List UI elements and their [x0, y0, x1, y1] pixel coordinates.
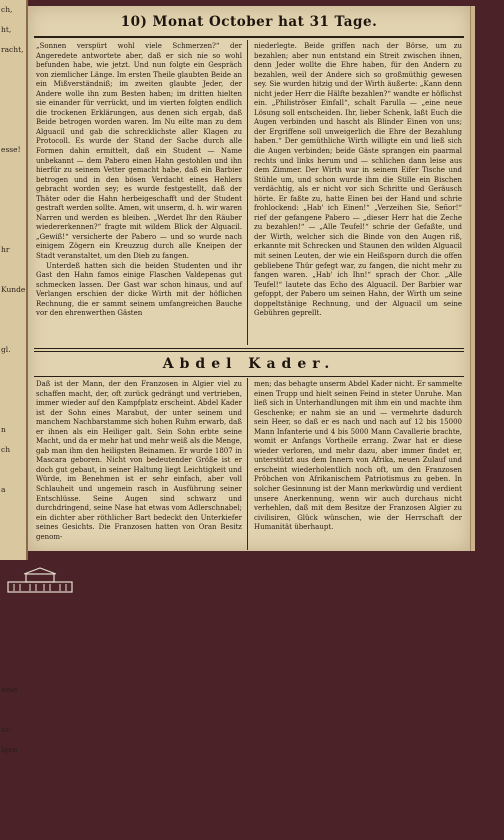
section-rule-top	[34, 348, 464, 349]
spine-fragment	[0, 520, 26, 540]
spine-fragment: racht,	[1, 45, 24, 54]
spine-fragment	[0, 600, 26, 620]
spine-fragment: hr	[1, 245, 10, 254]
spine-fragment	[0, 160, 26, 180]
spine-fragment: lgen	[1, 745, 18, 754]
spine-fragment	[0, 80, 26, 100]
spine-fragment: gl.	[1, 345, 11, 354]
spine-fragment	[0, 760, 26, 780]
spine-fragment	[0, 380, 26, 400]
spine-fragment	[0, 180, 26, 200]
spine-fragment	[0, 540, 26, 560]
book-page	[28, 6, 470, 551]
column-1-text-b: Unterdeß hatten sich die beiden Studenten und ihr Gast den Hahn famos einige Flaschen Valdepenas gut schmecken lassen. Der Gast war schon hinaus, und auf Verlangen erschien der dicke Wirth mit der höflichen Rechnung, die er sammt seinem umfangreichen Bauche vor den ehrenwerthen Gästen	[36, 261, 242, 318]
column-4-text: men; das behagte unserm Abdel Kader nicht. Er sammelte einen Trupp und hielt seinen Feind in steter Unruhe. Man ließ sich in Unterhandlungen mit ihm ein und machte ihm Geschenke; er nahm sie an und — vermehrte dadurch sein Heer, so daß er es nach und nach auf 12 bis 15000 Mann Infanterie und 4 bis 5000 Mann Cavallerie brachte, womit er Anfangs Vortheile errang. Zwar hat er diese wieder verloren, und mehr dazu, aber immer findet er, unterstützt aus dem Innern von Afrika, neuen Zulauf und erscheint wiederholentlich noch oft, um den Franzosen Pröbchen von Afrikanischem Patriotismus zu geben. In solcher Gesinnung ist der Mann merkwürdig und verdient unsere Anerkennung, wenn wir auch durchaus nicht verhehlen, daß mit dem Besitze der Franzosen Algier zu civilisiren, Glück wünschen, wie der Herrschaft der Humanität überhaupt.	[254, 380, 462, 532]
spine-fragment	[0, 200, 26, 220]
spine-fragment	[0, 460, 26, 480]
spine-fragment	[0, 700, 26, 720]
spine-fragment	[0, 780, 26, 800]
spine-fragment	[0, 320, 26, 340]
spine-fragment	[0, 820, 26, 840]
header-rule	[34, 36, 464, 38]
column-divider	[247, 40, 248, 345]
spine-fragment: ht,	[1, 25, 12, 34]
spine-fragment	[0, 220, 26, 240]
column-3	[36, 380, 242, 542]
spine-fragment: erse	[1, 685, 18, 694]
spine-fragment	[0, 800, 26, 820]
book-spine-left-page	[0, 0, 28, 754]
spine-fragment	[0, 400, 26, 420]
spine-fragment	[0, 360, 26, 380]
spine-fragment: esse!	[1, 145, 21, 154]
spine-fragment	[0, 300, 26, 320]
column-3-text: Daß ist der Mann, der den Franzosen in Algier viel zu schaffen macht, der, oft zurück gedrängt und vertrieben, immer wieder auf den Kampfplatz erscheint. Abdel Kader ist der Sohn eines Marabut, der unter seinem und manchem Nachbarstamme sich hohen Ruhm erwarb, daß er ihnen als ein Heiliger galt. Sein Sohn erbte seine Macht, und da er mehr hat und mehr weiß als die Menge, gab man ihm den heiligsten Beinamen. Er wurde 1807 in Mascara geboren. Nicht von bedeutender Größe ist er doch gut gebaut, in seiner Haltung liegt Leichtigkeit und Würde, im Benehmen ist er sehr einfach, aber voll Schlauheit und ungemein rasch in Ausführung seiner Entschlüsse. Seine Augen sind schwarz und durchdringend, seine Nase hat etwas vom Adlerschnabel; ein dichter aber röthlicher Bart bedeckt den Unterkiefer seines Gesichts. Die Franzosen hatten von Oran Besitz genom-	[36, 380, 242, 541]
spine-fragment: ch,	[1, 5, 13, 14]
spine-fragment-list	[0, 0, 26, 840]
footer-bar	[0, 562, 504, 598]
column-1	[36, 42, 242, 319]
spine-fragment	[0, 640, 26, 660]
column-4	[254, 380, 462, 533]
spine-fragment: ur	[1, 725, 10, 734]
spine-fragment: Kunde	[1, 285, 26, 294]
spine-fragment	[0, 660, 26, 680]
page-right-edge	[470, 6, 475, 551]
section-title: Abdel Kader.	[162, 356, 336, 372]
section-rule-top2	[34, 351, 464, 352]
spine-fragment	[0, 260, 26, 280]
page-title: 10) Monat October hat 31 Tage.	[120, 14, 378, 30]
library-building-icon	[6, 566, 74, 594]
spine-fragment: ch	[1, 445, 11, 454]
spine-fragment	[0, 120, 26, 140]
column-2	[254, 42, 462, 319]
column-1-text: „Sonnen verspürt wohl viele Schmerzen?“ der Angeredete antwortete aber, daß er sich nie so wohl befunden habe, wie jetzt. Und nun folgte ein Gespräch von ziemlicher Länge. Im ersten Theile glaubten Beide an ein Mißverständniß; im zweiten glaubte Jeder, der Andere wolle ihn zum Besten haben; im dritten hielten sie einander für verrückt, und im vierten folgten endlich die trockenen Erklärungen, aus denen sich ergab, daß Beide betrogen worden waren. Im Nu eilte man zu dem Alguacil und gab die schrecklichste aller Klagen zu Protocoll. Es wurde der Stand der Sache durch alle Formen dahin ermittelt, daß ein Student — Name unbekannt — dem Pabero einen Hahn gestohlen und ihn hierfür zu seinem Vetter gemacht habe, daß ein Barbier betrogen und in den bösen Verdacht eines Hehlers gebracht worden sey; es wurde festgestellt, daß der Thäter oder die Hahn herbeigeschafft und der Student gestraft werden sollte. Amen, wit unserm, d. h. wir waren Narren und werden es bleiben. „Werdet Ihr den Räuber wiedererkennen?“ fragte mit wildem Blick der Alguacil. „Gewiß!“ versicherte der Pabero — und so wurde nach einigem Zögern ein Kreuzzug durch alle Kneipen der Stadt veranstaltet, um den Dieb zu fangen.	[36, 42, 242, 261]
section-rule-bottom	[34, 376, 464, 377]
column-2-text: niederlegte. Beide griffen nach der Börse, um zu bezahlen; aber nun entstand ein Streit zwischen ihnen, denn Jeder wollte die Ehre haben, für den Andern zu bezahlen, weil der Andere sich so großmüthig gewesen sey. Sie wurden hitzig und der Wirth äußerte: „Kann denn nicht jeder Herr die Hälfte bezahlen?“ wandte er höflichst ein. „Philiströser Einfall“, schalt Farulla — „eine neue Lösung soll entscheiden. Ihr, lieber Schenk, laßt Euch die Augen verbinden und hascht als Blinder Einen von uns; der Ergriffene soll unweigerlich die Ehre der Bezahlung haben.“ Der gemüthliche Wirth willigte ein und ließ sich die Augen verbinden; beide Gäste sprangen ein paarmal rechts und links herum und — schlichen dann leise aus dem Zimmer. Der Wirth war in seinem Eifer Tische und Stühle um, und schon wurde ihm die Stille ein Bischen verdächtig, als er nicht vor sich Schritte und Geräusch hörte. Er faßte zu, hatte Einen bei der Hand und schrie frohlockend: „Hab' ich Einen!“ „Verzeihen Sie, Señor!“ rief der gefangene Pabero — „dieser Herr hat die Zeche zu bezahlen!“ — „Alle Teufel!“ schrie der Gefaßte, und der Wirth, welcher sich die Binde von den Augen riß, erkannte mit Schrecken und Staunen den wilden Alguacil mit seinen Leuten, der wie ein Heißsporn durch die offen gebliebene Thür gefegt war, zu fangen, die nicht mehr zu fangen waren. „Hab' ich Ihn!“ sprach der Chor. „Alle Teufel!“ lautete das Echo des Alguacil. Der Barbier war gefoppt, der Pabero um seinen Hahn, der Wirth um seine doppeltstänige Rechnung, und der Alguacil um seine Gebühren geprellt.	[254, 42, 462, 318]
spine-fragment: a	[1, 485, 6, 494]
spine-fragment: n	[1, 425, 6, 434]
spine-fragment	[0, 100, 26, 120]
spine-fragment	[0, 500, 26, 520]
spine-fragment	[0, 60, 26, 80]
column-divider-2	[247, 378, 248, 550]
spine-fragment	[0, 620, 26, 640]
